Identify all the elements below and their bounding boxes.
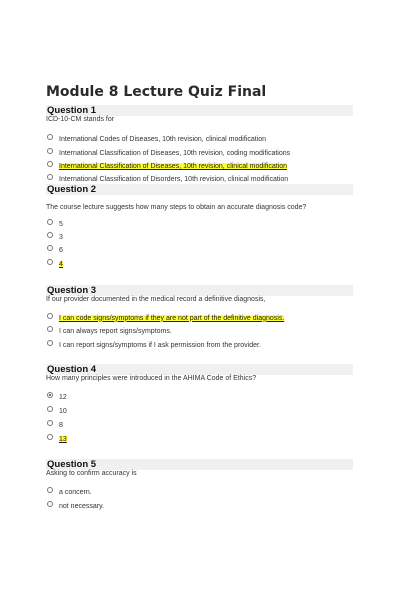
question-4-option-2[interactable] (47, 406, 357, 416)
radio-icon[interactable] (47, 148, 53, 154)
option-label: International Classification of Diseases, 10th revision, clinical modification (59, 162, 287, 170)
radio-icon[interactable] (47, 161, 53, 167)
option-label: 3 (59, 233, 63, 241)
radio-icon[interactable] (47, 326, 53, 332)
radio-icon[interactable] (47, 420, 53, 426)
question-2-option-3[interactable] (47, 245, 357, 255)
question-3-option-3[interactable] (47, 340, 357, 350)
radio-icon[interactable] (47, 434, 53, 440)
question-3-heading: Question 3 (46, 285, 353, 296)
question-5-text: Asking to confirm accuracy is (46, 470, 137, 477)
radio-icon[interactable] (47, 219, 53, 225)
option-label: 13 (59, 435, 67, 443)
option-label: 12 (59, 393, 67, 401)
question-1-option-4[interactable] (47, 174, 357, 184)
question-4-option-1[interactable] (47, 392, 357, 402)
question-1-option-2[interactable] (47, 148, 357, 158)
question-2-option-1[interactable] (47, 219, 357, 229)
radio-icon[interactable] (47, 340, 53, 346)
question-5-option-1[interactable] (47, 487, 357, 497)
radio-icon[interactable] (47, 392, 53, 398)
question-4-text: How many principles were introduced in the AHIMA Code of Ethics? (46, 375, 257, 382)
question-4-option-4[interactable] (47, 434, 357, 444)
option-label: International Codes of Diseases, 10th revision, clinical modification (59, 135, 266, 143)
radio-icon[interactable] (47, 134, 53, 140)
question-2-option-4[interactable] (47, 259, 357, 269)
radio-icon[interactable] (47, 232, 53, 238)
question-4-heading: Question 4 (46, 364, 353, 375)
question-1-heading: Question 1 (46, 105, 353, 116)
option-label: International Classification of Diseases, 10th revision, coding modifications (59, 149, 291, 157)
question-3-text: If our provider documented in the medical record a definitive diagnosis, (46, 296, 266, 303)
radio-icon[interactable] (47, 313, 53, 319)
radio-icon[interactable] (47, 259, 53, 265)
option-label: I can always report signs/symptoms. (59, 327, 172, 335)
radio-icon[interactable] (47, 174, 53, 180)
option-label: 10 (59, 407, 67, 415)
question-3-option-1[interactable] (47, 313, 357, 323)
page-title: Module 8 Lecture Quiz Final (46, 84, 267, 100)
radio-icon[interactable] (47, 245, 53, 251)
option-label: 4 (59, 260, 63, 268)
question-2-option-2[interactable] (47, 232, 357, 242)
question-2-heading: Question 2 (46, 184, 353, 195)
option-label: not necessary. (59, 502, 105, 510)
option-label: I can code signs/symptoms if they are not part of the definitive diagnosis. (59, 314, 285, 322)
option-label: International Classification of Disorders, 10th revision, clinical modification (59, 175, 289, 183)
question-2-text: The course lecture suggests how many steps to obtain an accurate diagnosis code? (46, 204, 307, 211)
radio-icon[interactable] (47, 406, 53, 412)
question-5-heading: Question 5 (46, 459, 353, 470)
question-1-option-1[interactable] (47, 134, 357, 144)
question-1-option-3[interactable] (47, 161, 357, 171)
radio-icon[interactable] (47, 501, 53, 507)
question-3-option-2[interactable] (47, 326, 357, 336)
option-label: 5 (59, 220, 63, 228)
option-label: 6 (59, 246, 63, 254)
question-4-option-3[interactable] (47, 420, 357, 430)
option-label: 8 (59, 421, 63, 429)
option-label: I can report signs/symptoms if I ask permission from the provider. (59, 341, 261, 349)
option-label: a concern. (59, 488, 92, 496)
question-1-text: ICD-10-CM stands for (46, 116, 115, 123)
question-5-option-2[interactable] (47, 501, 357, 511)
radio-icon[interactable] (47, 487, 53, 493)
